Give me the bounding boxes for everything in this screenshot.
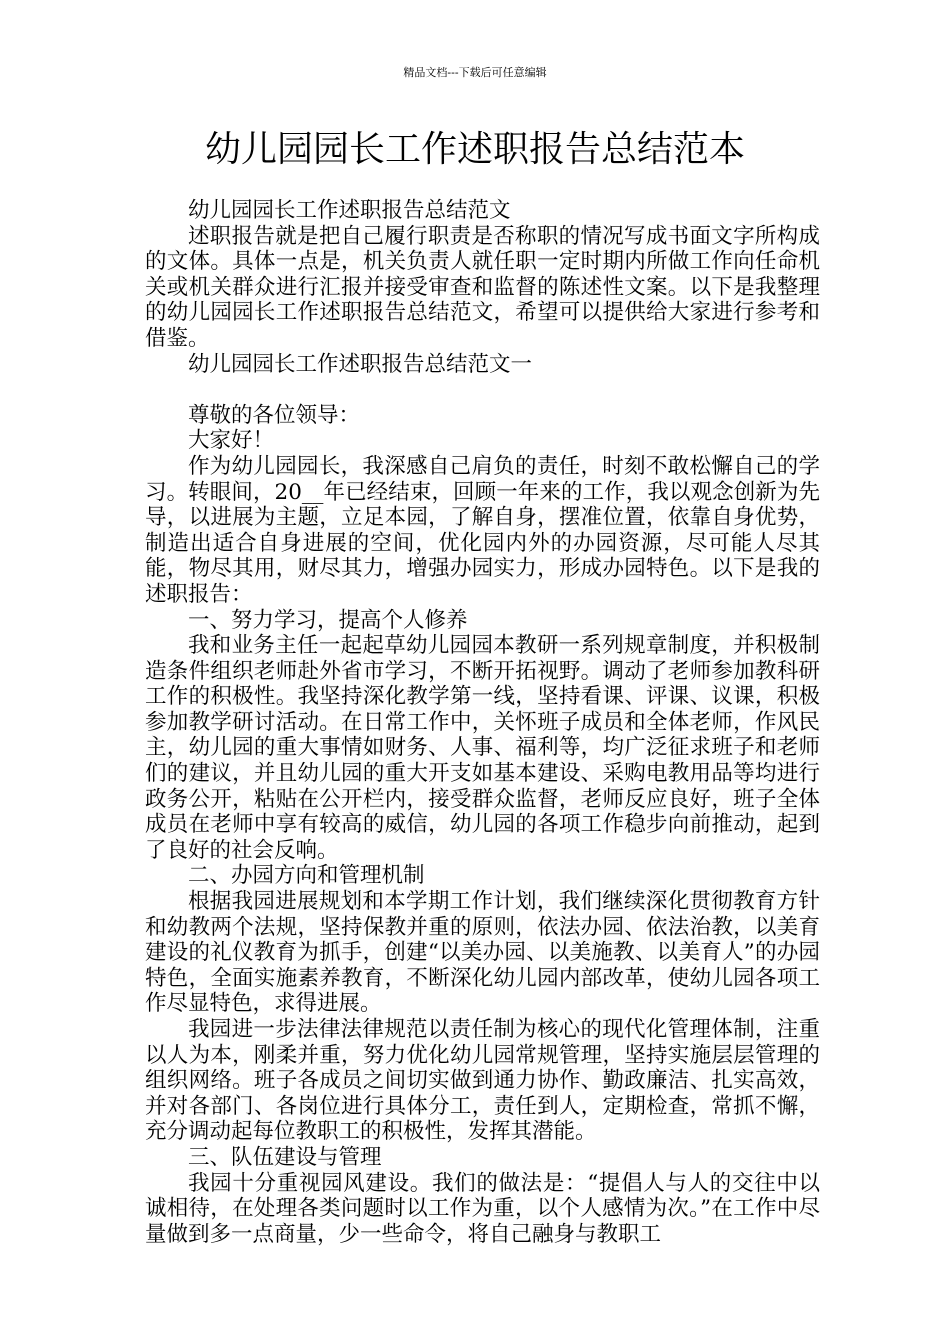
heading-section-3: 三、队伍建设与管理 (188, 1144, 382, 1170)
paragraph-section-2b: 我园进一步法律法律规范以责任制为核心的现代化管理体制，注重以人为本，刚柔并重，努力优化幼儿园常规管理，坚持实施层层管理的组织网络。班子各成员之间切实做到通力协作、勤政廉洁、扎实高效，并对各部门、各岗位进行具体分工，责任到人，定期检查，常抓不懈，充分调动起每位教职工的积极性，发挥其潜能。 (145, 1017, 820, 1145)
blank-line (145, 377, 820, 403)
paragraph-salutation: 尊敬的各位领导： (188, 402, 361, 428)
document-title: 幼儿园园长工作述职报告总结范本 (204, 129, 745, 170)
heading-section-2: 二、办园方向和管理机制 (188, 863, 425, 889)
paragraph-section-2a: 根据我园进展规划和本学期工作计划，我们继续深化贯彻教育方针和幼教两个法规，坚持保教并重的原则，依法办园、依法治教，以美育建设的礼仪教育为抓手，创建“以美办园、以美施教、以美育人”的办园特色，全面实施素养教育，不断深化幼儿园内部改革，使幼儿园各项工作尽显特色，求得进展。 (145, 889, 820, 1017)
paragraph-section-3: 我园十分重视园风建设。我们的做法是：“提倡人与人的交往中以诚相待，在处理各类问题时以工作为重，以个人感情为次。”在工作中尽量做到多一点商量，少一些命令，将自己融身与教职工 (145, 1170, 820, 1247)
paragraph-section-title: 幼儿园园长工作述职报告总结范文一 (188, 351, 533, 377)
paragraph-intro: 述职报告就是把自己履行职责是否称职的情况写成书面文字所构成的文体。具体一点是，机关负责人就任职一定时期内所做工作向任命机关或机关群众进行汇报并接受审查和监督的陈述性文案。以下是我整理的幼儿园园长工作述职报告总结范文，希望可以提供给大家进行参考和借鉴。 (145, 223, 820, 351)
paragraph-opening: 作为幼儿园园长，我深感自己肩负的责任，时刻不敢松懈自己的学习。转眼间，20__年已经结束，回顾一年来的工作，我以观念创新为先导，以进展为主题，立足本园，了解自身，摆准位置，依靠自身优势，制造出适合自身进展的空间，优化园内外的办园资源，尽可能人尽其能，物尽其用，财尽其力，增强办园实力，形成办园特色。以下是我的述职报告： (145, 453, 820, 607)
heading-section-1: 一、努力学习，提高个人修养 (188, 607, 468, 633)
paragraph-section-1: 我和业务主任一起起草幼儿园园本教研一系列规章制度，并积极制造条件组织老师赴外省市学习，不断开拓视野。调动了老师参加教科研工作的积极性。我坚持深化教学第一线，坚持看课、评课、议课，积极参加教学研讨活动。在日常工作中，关怀班子成员和全体老师，作风民主，幼儿园的重大事情如财务、人事、福利等，均广泛征求班子和老师们的建议，并且幼儿园的重大开支如基本建设、采购电教用品等均进行政务公开，粘贴在公开栏内，接受群众监督，老师反应良好，班子全体成员在老师中享有较高的威信，幼儿园的各项工作稳步向前推动，起到了良好的社会反响。 (145, 633, 820, 863)
paragraph-greeting: 大家好！ (188, 428, 275, 454)
header-note: 精品文档---下载后可任意编辑 (403, 66, 547, 79)
paragraph-subtitle: 幼儿园园长工作述职报告总结范文 (188, 198, 511, 223)
document-body (145, 198, 820, 1247)
